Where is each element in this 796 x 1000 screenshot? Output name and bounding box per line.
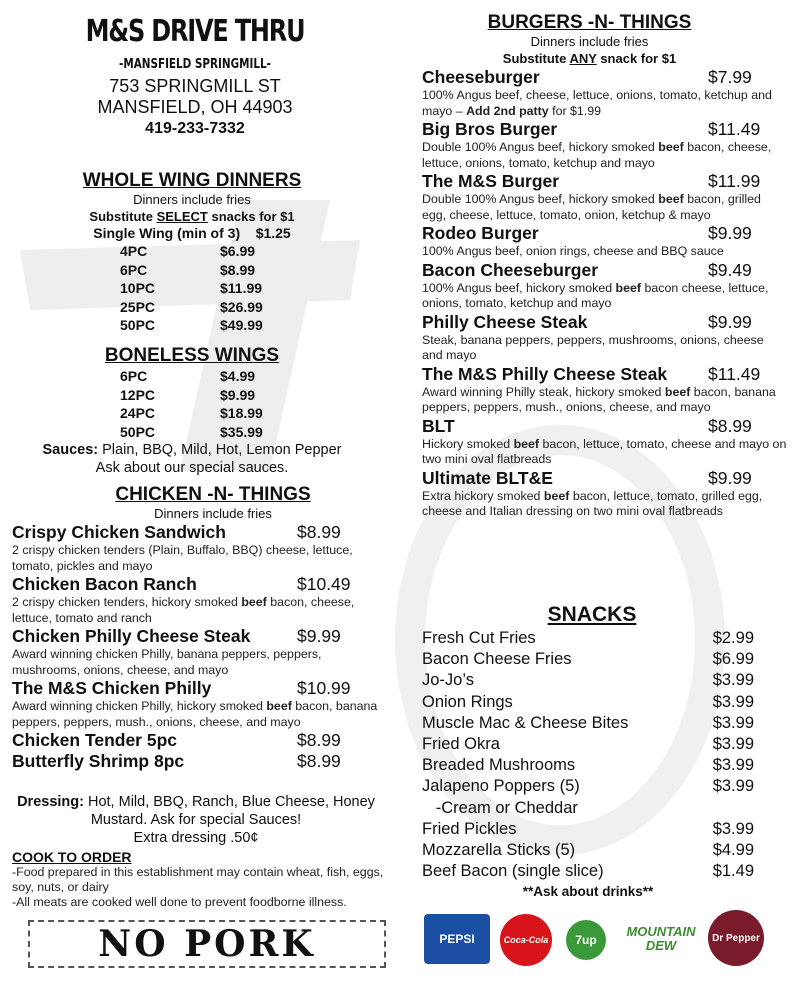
drinks-note: **Ask about drinks** (522, 884, 654, 900)
dressing-note (10, 793, 382, 847)
allergen-note: -Food prepared in this establishment may contain wheat, fish, eggs, soy, nuts, or dairy (12, 865, 384, 894)
item-price: $4.99 (220, 368, 256, 384)
item-description (422, 437, 787, 468)
snack-row (422, 755, 754, 776)
description-part: bacon, lettuce, tomato, grilled egg, cheese and Italian dressing on two mini oval flatbreads (422, 488, 763, 518)
wing-row (120, 386, 384, 405)
section-title: BURGERS -N- THINGS (487, 12, 692, 33)
cooking-note: -All meats are cooked well done to prevent foodborne illness. (12, 895, 347, 909)
price: $1.25 (255, 225, 291, 241)
snack-price: $2.99 (712, 629, 754, 647)
note: Dinners include fries (133, 192, 251, 207)
item-price: $11.99 (220, 280, 263, 296)
menu-item (422, 223, 787, 260)
wing-row (120, 367, 384, 386)
item-name: Chicken Bacon Ranch (12, 574, 197, 594)
description-part: bacon, lettuce, tomato, cheese and mayo on two mini oval flatbreads (422, 436, 787, 466)
item-price: $7.99 (708, 67, 752, 87)
item-price: $26.99 (220, 298, 263, 315)
snack-name: Onion Rings (422, 692, 513, 711)
description-part: bacon, banana peppers, peppers, mush., onions, cheese, and mayo (422, 384, 776, 414)
snack-price: $3.99 (712, 671, 754, 690)
snack-name: Fried Pickles (422, 819, 517, 838)
item-price: $9.99 (297, 626, 341, 646)
description-part: beef (241, 595, 267, 609)
7up-logo: 7up (566, 920, 606, 960)
wing-row (120, 242, 384, 261)
snack-name: Muscle Mac & Cheese Bites (422, 713, 629, 732)
street-address: 753 SPRINGMILL ST (109, 76, 281, 96)
item-price: $8.99 (220, 261, 256, 278)
section-title: WHOLE WING DINNERS (82, 170, 302, 191)
menu-item (12, 574, 384, 626)
menu-item (422, 67, 787, 119)
description-part: beef (658, 140, 684, 154)
no-pork-stamp: NO PORK (28, 920, 386, 968)
description-part: bacon cheese, lettuce, onions, tomato, ketchup and mayo (422, 280, 769, 310)
item-price: $10.99 (297, 678, 351, 698)
snack-price: $3.99 (712, 713, 754, 732)
item-name: The M&S Chicken Philly (12, 678, 212, 698)
menu-item (422, 364, 787, 416)
description-part: bacon, banana peppers, peppers, mush., onions, cheese, and mayo (12, 699, 378, 729)
section-title: BONELESS WINGS (104, 345, 280, 366)
item-price: $35.99 (220, 423, 263, 440)
snack-row (422, 628, 754, 649)
item-name: 4PC (120, 243, 148, 259)
menu-item (422, 260, 787, 312)
burger-list (422, 67, 787, 520)
item-name: 50PC (120, 423, 156, 440)
phone-number: 419-233-7332 (145, 120, 245, 137)
label: Single Wing (min of 3) (93, 225, 241, 241)
description-part: beef (266, 699, 292, 713)
item-name: 6PC (120, 368, 148, 384)
sauces-line (0, 441, 384, 459)
city-address: MANSFIELD, OH 44903 (97, 97, 293, 117)
item-name: Chicken Tender 5pc (12, 730, 178, 750)
menu-item (12, 626, 384, 678)
description-part: 2 crispy chicken tenders, hickory smoked (12, 595, 242, 609)
snack-price: $3.99 (712, 777, 754, 796)
item-name: Butterfly Shrimp 8pc (12, 751, 185, 771)
item-name: The M&S Philly Cheese Steak (422, 363, 668, 384)
snack-price: $3.99 (712, 819, 754, 838)
description-part: bacon, cheese, lettuce, onions, tomato, ketchup and mayo (422, 140, 772, 170)
item-name: 10PC (120, 280, 156, 296)
snack-name: Beef Bacon (single slice) (422, 862, 604, 881)
item-price: $6.99 (220, 243, 256, 259)
description-part: Double 100% Angus beef, hickory smoked (422, 192, 659, 206)
wing-row (120, 423, 384, 442)
substitute-note (392, 50, 787, 67)
snack-name: Jo-Jo’s (422, 671, 474, 690)
item-price: $8.99 (297, 522, 341, 542)
item-description (12, 647, 384, 678)
text: SELECT (156, 209, 208, 224)
item-description (422, 489, 787, 520)
item-price: $11.49 (708, 119, 761, 139)
description-part: bacon, cheese, lettuce, tomato and ranch (12, 595, 355, 625)
item-price: $49.99 (220, 317, 263, 333)
snack-price: $6.99 (712, 650, 754, 669)
item-name: 24PC (120, 405, 156, 421)
description-part: Award winning chicken Philly, hickory smoked (12, 699, 267, 713)
text: snack for $1 (596, 51, 677, 66)
snack-name: Bacon Cheese Fries (422, 650, 572, 669)
chicken-list (12, 522, 384, 772)
description-part: Extra hickory smoked (422, 488, 544, 503)
snack-row (422, 840, 754, 861)
menu-item (422, 312, 787, 364)
snack-row (422, 819, 754, 840)
description-part: beef (543, 488, 570, 503)
boneless-list (120, 367, 384, 441)
item-name: 6PC (120, 261, 148, 278)
menu-item (12, 678, 384, 730)
item-name: The M&S Burger (422, 171, 560, 191)
menu-item (422, 171, 787, 223)
section-title: SNACKS (547, 603, 637, 626)
item-description (422, 244, 787, 260)
item-name: 25PC (120, 298, 156, 315)
snack-row (422, 798, 754, 819)
menu-item (422, 468, 787, 520)
substitute-note (0, 208, 384, 225)
snack-price: $3.99 (712, 692, 754, 711)
wing-row (120, 279, 384, 298)
menu-item (12, 730, 384, 751)
item-description (12, 699, 384, 730)
section-title: CHICKEN -N- THINGS (115, 484, 311, 505)
snack-name: Breaded Mushrooms (422, 756, 576, 775)
item-price: $8.99 (297, 751, 341, 771)
whole-wing-section (0, 170, 384, 335)
text: Hot, Mild, BBQ, Ranch, Blue Cheese, Honey Mustard. Ask for special Sauces! (83, 794, 375, 828)
snack-name: Mozzarella Sticks (5) (422, 841, 576, 860)
snack-row (422, 776, 754, 797)
chicken-section (12, 484, 384, 772)
item-description (12, 543, 384, 574)
whole-wing-list (120, 242, 384, 335)
item-price: $11.49 (708, 363, 761, 384)
item-price: $10.49 (297, 574, 351, 594)
single-wing-row (0, 225, 384, 242)
boneless-section (0, 345, 384, 477)
header (0, 14, 390, 139)
item-name: Bacon Cheeseburger (422, 259, 599, 280)
pepsi-logo: PEPSI (424, 914, 490, 964)
restaurant-name: M&S DRIVE THRU (85, 14, 305, 49)
description-part: bacon, grilled egg, cheese, lettuce, tomato, onion, ketchup & mayo (422, 192, 761, 222)
item-name: Crispy Chicken Sandwich (12, 522, 226, 542)
snack-row (422, 670, 754, 691)
snack-name: -Cream or Cheddar (422, 798, 578, 817)
description-part: beef (658, 192, 684, 206)
item-name: 12PC (120, 386, 156, 403)
item-description (422, 281, 787, 312)
section-title: COOK TO ORDER (12, 849, 132, 865)
item-price: $9.99 (708, 467, 752, 488)
wing-row (120, 316, 384, 335)
note: Dinners include fries (154, 506, 272, 521)
item-name: Rodeo Burger (422, 223, 539, 243)
description-part: Award winning Philly steak, hickory smoked (422, 384, 665, 399)
description-part: Steak, banana peppers, peppers, mushrooms, onions, cheese and mayo (422, 332, 764, 362)
description-part: beef (615, 280, 642, 295)
description-part: beef (664, 384, 691, 399)
menu-item (12, 522, 384, 574)
dr-pepper-logo: Dr Pepper (708, 910, 764, 966)
item-price: $9.49 (708, 259, 752, 280)
extra-dressing: Extra dressing .50¢ (133, 830, 259, 846)
description-part: 2 crispy chicken tenders (Plain, Buffalo, BBQ) cheese, lettuce, tomato, pickles and mayo (12, 543, 353, 573)
text: Substitute (89, 209, 157, 224)
wing-row (120, 404, 384, 423)
description-part: beef (513, 436, 540, 451)
snack-price: $4.99 (712, 841, 754, 860)
burgers-section (422, 12, 787, 520)
item-description (422, 140, 787, 171)
description-part: 100% Angus beef, onion rings, cheese and BBQ sauce (422, 244, 724, 258)
description-part: Add 2nd patty (466, 103, 549, 118)
item-price: $9.99 (220, 386, 256, 403)
description-part: Hickory smoked (422, 436, 514, 451)
description-part: Award winning chicken Philly, banana peppers, peppers, mushrooms, onions, cheese, and mayo (12, 647, 322, 677)
wing-row (120, 298, 384, 317)
label: Dressing: (17, 794, 84, 810)
item-description (422, 385, 787, 416)
snack-price: $1.49 (712, 862, 754, 881)
coca-cola-logo: Coca-Cola (500, 914, 552, 966)
location-name: -MANSFIELD SPRINGMILL- (119, 57, 271, 72)
snack-price: $3.99 (712, 735, 754, 754)
snack-row (422, 649, 754, 670)
note: Dinners include fries (530, 34, 649, 49)
cook-to-order (12, 849, 384, 910)
item-price: $9.99 (708, 223, 752, 243)
snack-row (422, 713, 754, 734)
description-part: 100% Angus beef, hickory smoked (422, 280, 616, 295)
snack-name: Fried Okra (422, 735, 500, 754)
item-name: Chicken Philly Cheese Steak (12, 626, 251, 646)
text: Substitute (502, 51, 570, 66)
item-name: BLT (422, 415, 455, 436)
item-name: 50PC (120, 317, 156, 333)
item-price: $8.99 (297, 730, 341, 750)
item-price: $18.99 (220, 405, 263, 421)
menu-item (422, 119, 787, 171)
label: Sauces: (42, 442, 99, 458)
snacks-section (422, 602, 754, 902)
snack-name: Jalapeno Poppers (5) (422, 777, 580, 796)
item-price: $11.99 (708, 171, 761, 191)
item-price: $9.99 (708, 311, 752, 332)
item-name: Big Bros Burger (422, 119, 558, 139)
menu-item (12, 751, 384, 772)
wing-row (120, 261, 384, 280)
snack-row (422, 734, 754, 755)
text: ANY (569, 51, 597, 66)
mountain-dew-logo: MOUNTAIN DEW (626, 924, 696, 953)
item-description (422, 88, 787, 119)
text: snacks for $1 (207, 209, 295, 224)
menu-item (422, 416, 787, 468)
text: Plain, BBQ, Mild, Hot, Lemon Pepper (98, 442, 342, 458)
item-description (422, 333, 787, 364)
item-description (12, 595, 384, 626)
description-part: for $1.99 (548, 103, 602, 118)
snack-name: Fresh Cut Fries (422, 629, 536, 647)
snack-list (422, 628, 754, 882)
description-part: Double 100% Angus beef, hickory smoked (422, 140, 659, 154)
item-name: Ultimate BLT&E (422, 467, 553, 488)
item-name: Philly Cheese Steak (422, 311, 588, 332)
snack-row (422, 692, 754, 713)
snack-price: $3.99 (712, 756, 754, 775)
item-price: $8.99 (708, 415, 752, 436)
description-part: 100% Angus beef, cheese, lettuce, onions, tomato, ketchup and mayo – (422, 88, 772, 118)
snack-row (422, 861, 754, 882)
item-name: Cheeseburger (422, 67, 540, 87)
item-description (422, 192, 787, 223)
sauces-note: Ask about our special sauces. (95, 460, 289, 476)
